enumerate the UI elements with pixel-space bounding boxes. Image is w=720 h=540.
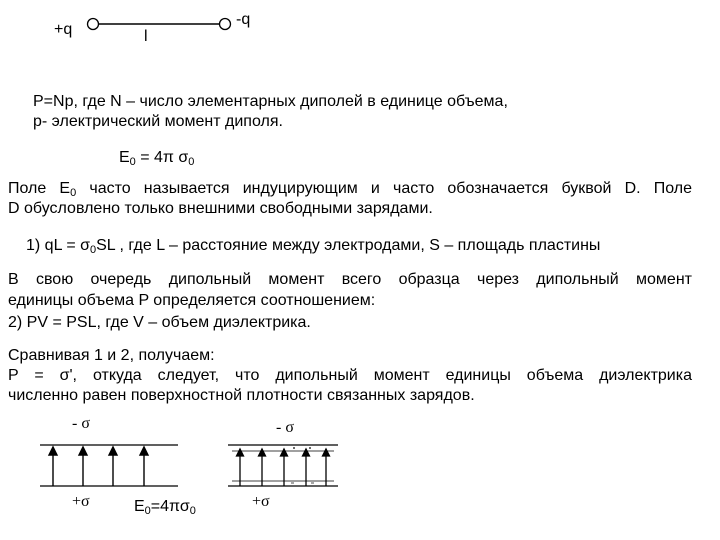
field-sub-1: 0	[189, 505, 196, 517]
p1-line-1: P=Np, где N – число элементарных диполей в единице объема,	[33, 93, 508, 110]
field-sub-0: 0	[144, 505, 151, 517]
field-formula	[134, 497, 196, 517]
p4-line-3: численно равен поверхностной плотности связанных зарядов.	[8, 387, 475, 404]
eq1-sub-1: 0	[188, 156, 195, 168]
right-bottom-sigma-label: +σ	[252, 493, 270, 510]
p2-line-2: D обусловлено только внешними свободными зарядами.	[8, 200, 433, 217]
eq1-mid: = 4π σ	[135, 149, 189, 166]
right-field-arrows	[237, 449, 330, 486]
eq1-sub-0: 0	[129, 156, 136, 168]
equation-e0	[119, 148, 194, 168]
eq1-e: E	[119, 149, 130, 166]
dipole-length-label: l	[144, 28, 148, 45]
plus-charge-circle	[88, 19, 99, 30]
eq2-sub: 0	[89, 244, 97, 256]
minus-charge-circle	[220, 19, 231, 30]
bound-charge-marks	[291, 447, 314, 483]
p4-line-1: Сравнивая 1 и 2, получаем:	[8, 347, 215, 364]
p2-line-1	[8, 179, 692, 199]
p1-line-2: p- электрический момент диполя.	[33, 113, 283, 130]
left-capacitor	[40, 445, 178, 486]
left-bottom-sigma-label: +σ	[72, 493, 90, 510]
p2-line-1-sub: 0	[70, 187, 77, 199]
equation-1	[26, 236, 600, 256]
eq2-b: SL , где L – расстояние между электродами, S – площадь пластины	[96, 237, 601, 254]
left-field-arrows	[49, 447, 148, 486]
p2-line-1-b: часто называется индуцирующим и часто обозначается буквой D. Поле	[76, 180, 692, 197]
plus-charge-label: +q	[54, 21, 73, 38]
right-capacitor	[228, 445, 338, 486]
minus-charge-label: -q	[236, 11, 251, 28]
p3-line-3: 2) PV = PSL, где V – объем диэлектрика.	[8, 314, 311, 331]
p4-line-2: P = σ', откуда следует, что дипольный момент единицы объема диэлектрика	[8, 367, 692, 384]
p3-line-2: единицы объема P определяется соотношением:	[8, 292, 376, 309]
field-e: E	[134, 498, 145, 515]
dipole	[88, 19, 231, 30]
field-mid: =4πσ	[150, 498, 190, 515]
right-top-sigma-label: - σ	[276, 419, 294, 436]
p2-line-1-a: Поле E	[8, 180, 71, 197]
eq2-a: 1) qL = σ	[26, 237, 90, 254]
left-top-sigma-label: - σ	[72, 415, 90, 432]
p3-line-1: В свою очередь дипольный момент всего образца через дипольный момент	[8, 271, 692, 288]
